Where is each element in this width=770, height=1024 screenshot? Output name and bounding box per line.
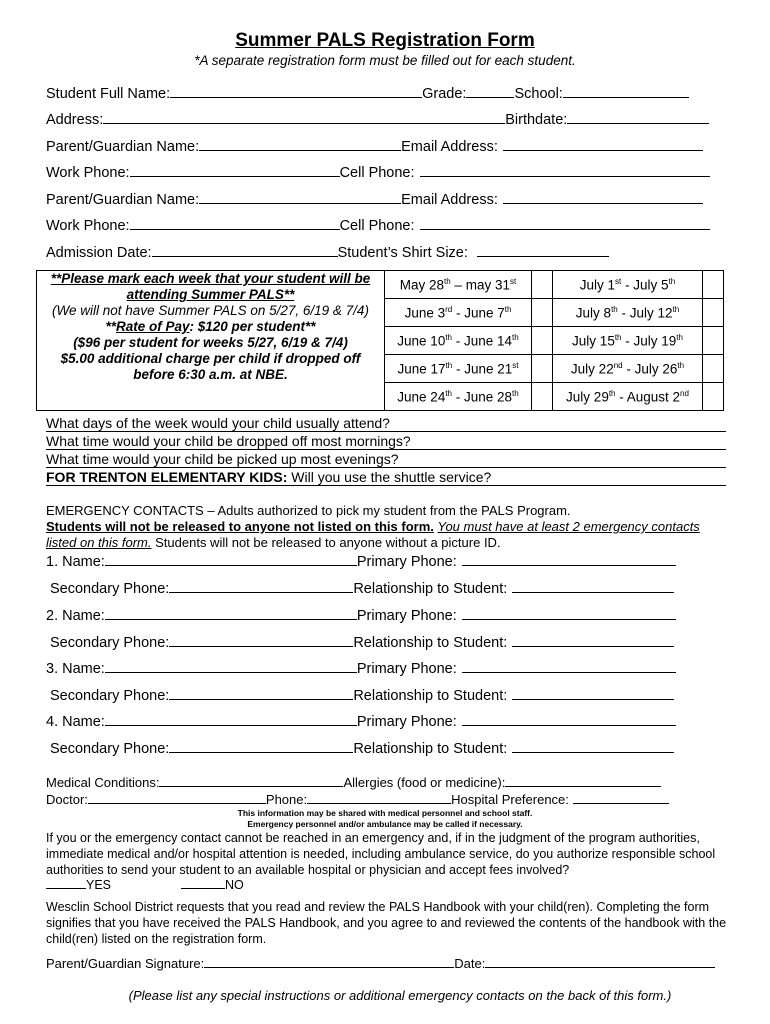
grade-field[interactable] [466,85,514,98]
cell2-label: Cell Phone: [339,218,415,234]
email2-label: Email Address: [401,192,498,208]
allergies-field[interactable] [505,774,661,787]
week-checkbox[interactable] [703,299,724,327]
medical-conditions-field[interactable] [159,774,343,787]
week-cell: July 22nd - July 26th [553,355,703,383]
doctor-row: Doctor: Phone: Hospital Preference: [46,791,669,807]
week-cell: June 10th - June 14th [385,327,532,355]
consent-no-label: NO [225,878,244,892]
cell1-field[interactable] [420,164,710,177]
cell1-label: Cell Phone: [339,165,415,181]
admission-label: Admission Date: [46,245,152,261]
parent1-row [46,138,703,155]
week-note-rate: **Rate of Pay: $120 per student** [105,319,316,334]
contact-3-name-row: 3. Name: Primary Phone: [46,660,676,677]
primary-phone-field[interactable] [462,713,676,726]
signature-row: Parent/Guardian Signature: Date: [46,955,715,971]
week-checkbox[interactable] [703,383,724,411]
signature-field[interactable] [204,955,454,968]
footer-note: (Please list any special instructions or additional emergency contacts on the back of this form.) [128,988,672,1003]
week-cell: June 3rd - June 7th [385,299,532,327]
student-name-field[interactable] [170,85,422,98]
address-row [46,111,709,128]
week-cell: July 1st - July 5th [553,271,703,299]
medical-notice-1: This information may be shared with medical personnel and school staff. [237,808,533,818]
student-name-label: Student Full Name: [46,86,171,102]
relationship-field[interactable] [512,740,674,753]
week-note-closures: (We will not have Summer PALS on 5/27, 6/19 & 7/4) [52,303,369,318]
week-checkbox[interactable] [703,327,724,355]
relationship-field[interactable] [512,634,674,647]
medical-notice-2: Emergency personnel and/or ambulance may be called if necessary. [247,819,523,829]
student-name-row [46,85,689,102]
grade-label: Grade: [422,86,467,102]
dropoff-question[interactable]: What time would your child be dropped off most mornings? [46,433,726,450]
shirt-field[interactable] [477,244,609,257]
week-cell: July 15th - July 19th [553,327,703,355]
secondary-phone-field[interactable] [169,580,353,593]
contact-2-secondary-row: Secondary Phone: Relationship to Student: [50,634,674,651]
week-checkbox[interactable] [532,327,553,355]
email1-label: Email Address: [401,139,498,155]
week-checkbox[interactable] [532,299,553,327]
work1-row [46,164,710,181]
days-question[interactable]: What days of the week would your child usually attend? [46,415,726,432]
doctor-field[interactable] [88,791,266,804]
shuttle-question[interactable]: FOR TRENTON ELEMENTARY KIDS: Will you use the shuttle service? [46,469,726,486]
address-field[interactable] [103,111,505,124]
work2-row [46,217,710,234]
week-note-early-fee: $5.00 additional charge per child if dropped off before 6:30 a.m. at NBE. [60,351,361,382]
contact-name-field[interactable] [105,553,357,566]
email1-field[interactable] [503,138,703,151]
parent2-row [46,191,703,208]
week-note-heading: **Please mark each week that your student will be attending Summer PALS** [50,271,371,302]
hospital-field[interactable] [573,791,669,804]
consent-yes-label: YES [86,878,112,892]
contact-name-field[interactable] [105,660,357,673]
week-checkbox[interactable] [703,355,724,383]
week-cell: July 8th - July 12th [553,299,703,327]
week-cell: May 28th – may 31st [385,271,532,299]
contact-1-secondary-row: Secondary Phone: Relationship to Student: [50,580,674,597]
birthdate-field[interactable] [567,111,709,124]
admission-row [46,244,609,261]
week-cell: June 24th - June 28th [385,383,532,411]
parent2-field[interactable] [199,191,401,204]
week-checkbox[interactable] [532,271,553,299]
consent-yes-field[interactable] [46,876,86,889]
week-checkbox[interactable] [532,355,553,383]
secondary-phone-field[interactable] [169,687,353,700]
parent1-field[interactable] [199,138,401,151]
week-cell: July 29th - August 2nd [553,383,703,411]
address-label: Address: [46,112,104,128]
work2-label: Work Phone: [46,218,130,234]
emergency-heading: EMERGENCY CONTACTS – Adults authorized to pick my student from the PALS Program. [46,503,571,518]
contact-4-name-row: 4. Name: Primary Phone: [46,713,676,730]
medical-row: Medical Conditions: Allergies (food or medicine): [46,774,661,790]
page-subtitle: *A separate registration form must be filled out for each student. [194,53,576,68]
email2-field[interactable] [503,191,703,204]
week-selection-table [36,270,724,411]
work1-field[interactable] [130,164,340,177]
week-note-discount: ($96 per student for weeks 5/27, 6/19 & 7/4) [73,335,348,350]
birthdate-label: Birthdate: [505,112,568,128]
week-cell: June 17th - June 21st [385,355,532,383]
secondary-phone-field[interactable] [169,740,353,753]
parent2-label: Parent/Guardian Name: [46,192,200,208]
page-title: Summer PALS Registration Form [235,30,535,51]
consent-no-field[interactable] [181,876,225,889]
consent-options [46,876,244,892]
school-label: School: [514,86,563,102]
admission-field[interactable] [152,244,338,257]
work1-label: Work Phone: [46,165,130,181]
emergency-note: Students will not be released to anyone not listed on this form. You must have at least 2 emergency contacts listed on this form. Students will not be released to anyone without a picture ID. [46,519,700,550]
handbook-paragraph: Wesclin School District requests that you read and review the PALS Handbook with your child(ren). Completing the form signifies that you have received the PALS Handbook, and you agree to and reviewed the contents of the handbook with the child(ren) listed on the registration form. [46,900,727,946]
doctor-phone-field[interactable] [307,791,451,804]
secondary-phone-field[interactable] [169,634,353,647]
relationship-field[interactable] [512,687,674,700]
contact-name-field[interactable] [105,713,357,726]
medical-consent: If you or the emergency contact cannot be reached in an emergency and, if in the judgment of the program authorities, immediate medical and/or hospital attention is needed, including ambulance service, do you authorize responsible school authorities to send your student to an available hospital or physician and accept fees involved? [46,831,716,877]
week-checkbox[interactable] [532,383,553,411]
contact-name-field[interactable] [105,607,357,620]
contact-1-name-row: 1. Name: Primary Phone: [46,553,676,570]
primary-phone-field[interactable] [462,660,676,673]
school-field[interactable] [563,85,689,98]
contact-3-secondary-row: Secondary Phone: Relationship to Student: [50,687,674,704]
contact-4-secondary-row: Secondary Phone: Relationship to Student: [50,740,674,757]
parent1-label: Parent/Guardian Name: [46,139,200,155]
date-field[interactable] [485,955,715,968]
work2-field[interactable] [130,217,340,230]
pickup-question[interactable]: What time would your child be picked up most evenings? [46,451,726,468]
week-note [37,271,385,411]
primary-phone-field[interactable] [462,553,676,566]
contact-2-name-row: 2. Name: Primary Phone: [46,607,676,624]
cell2-field[interactable] [420,217,710,230]
shirt-label: Student’s Shirt Size: [337,245,468,261]
week-checkbox[interactable] [703,271,724,299]
relationship-field[interactable] [512,580,674,593]
primary-phone-field[interactable] [462,607,676,620]
